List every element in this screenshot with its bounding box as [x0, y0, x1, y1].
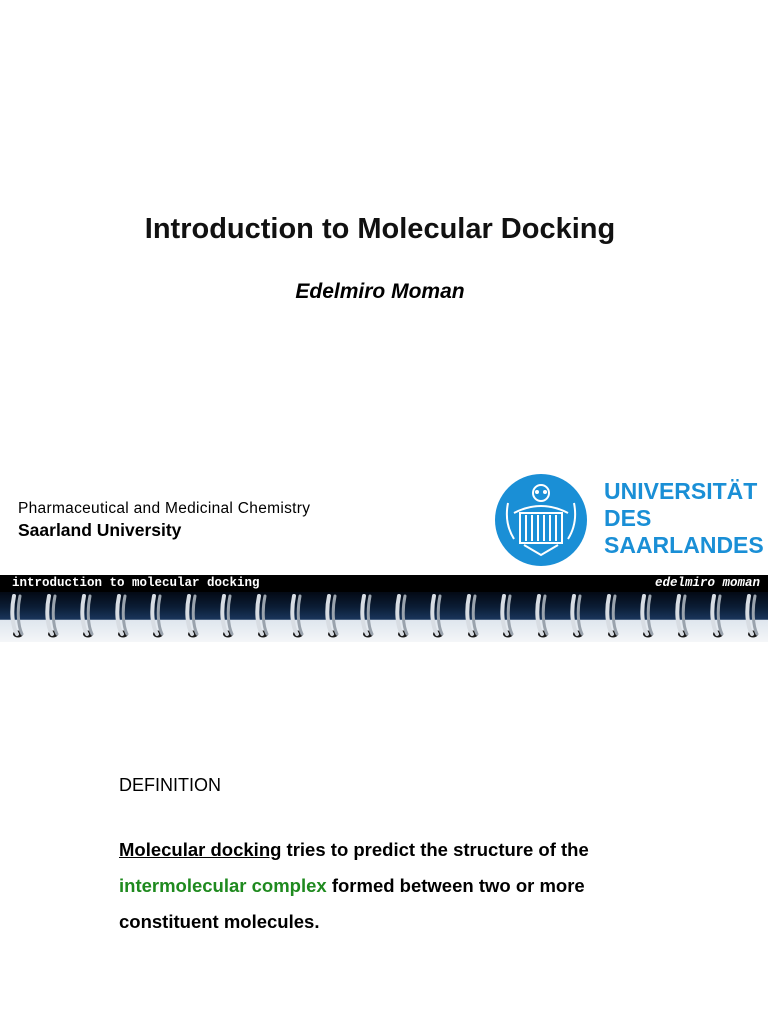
binding-ring — [537, 596, 548, 638]
binding-ring — [712, 596, 723, 638]
binding-ring — [82, 596, 93, 638]
definition-text-part-3: constituent molecules. — [119, 911, 320, 932]
binding-ring — [292, 596, 303, 638]
slide-footer-bar — [0, 575, 768, 592]
university-logo — [494, 473, 766, 567]
binding-ring — [432, 596, 443, 638]
definition-text — [119, 832, 719, 940]
definition-heading: DEFINITION — [119, 775, 221, 795]
binding-ring — [12, 596, 23, 638]
university-seal-icon — [494, 473, 588, 567]
department-label: Pharmaceutical and Medicinal Chemistry — [18, 500, 311, 517]
university-logo-text — [604, 478, 764, 559]
slide-title: Introduction to Molecular Docking — [144, 213, 616, 245]
binding-ring — [257, 596, 268, 638]
definition-slide — [0, 642, 768, 1024]
binding-ring — [502, 596, 513, 638]
binding-ring — [747, 596, 758, 638]
slide-author: Edelmiro Moman — [295, 280, 465, 303]
definition-highlight: intermolecular complex — [119, 875, 327, 896]
definition-text-part-1: tries to predict the structure of the — [281, 839, 589, 860]
logo-line-2: DES — [604, 505, 652, 531]
logo-line-3: SAARLANDES — [604, 532, 764, 558]
binding-ring — [222, 596, 233, 638]
footer-title: introduction to molecular docking — [12, 576, 260, 590]
university-label: Saarland University — [18, 520, 182, 540]
binding-ring — [327, 596, 338, 638]
binding-ring — [117, 596, 128, 638]
binding-ring — [152, 596, 163, 638]
definition-term: Molecular docking — [119, 839, 282, 860]
binding-ring — [607, 596, 618, 638]
logo-line-1: UNIVERSITÄT — [604, 478, 758, 504]
binding-ring — [642, 596, 653, 638]
spiral-binding — [0, 592, 768, 642]
footer-author: edelmiro moman — [654, 576, 760, 590]
binding-ring — [187, 596, 198, 638]
binding-ring — [677, 596, 688, 638]
binding-ring — [397, 596, 408, 638]
binding-ring — [572, 596, 583, 638]
binding-ring — [47, 596, 58, 638]
spiral-rings-icon — [0, 592, 768, 642]
binding-ring — [362, 596, 373, 638]
binding-ring — [467, 596, 478, 638]
definition-text-part-2: formed between two or more — [326, 875, 585, 896]
